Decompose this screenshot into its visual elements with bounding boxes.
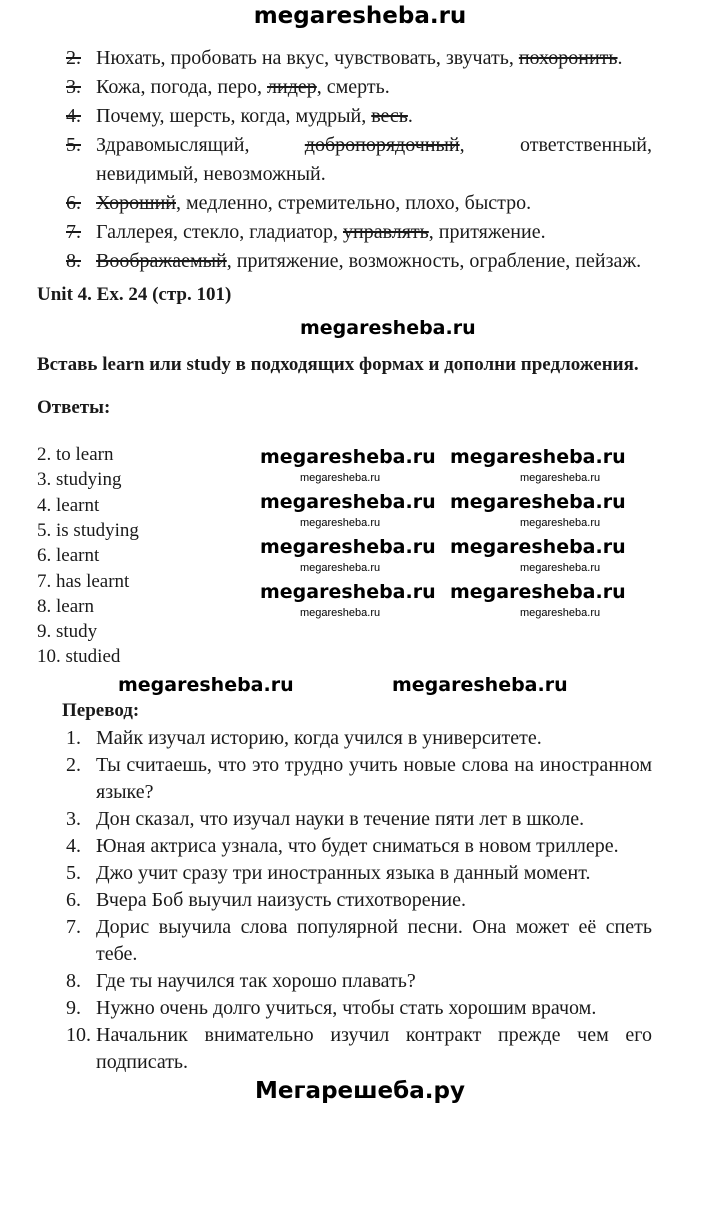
text-segment: , смерть.	[316, 76, 390, 98]
item-text	[96, 189, 652, 218]
list-item	[66, 44, 652, 73]
answer-item: 5. is studying	[37, 519, 139, 541]
struck-word: добропорядочный	[304, 134, 460, 156]
item-number: 2.	[66, 47, 81, 69]
answer-item: 6. learnt	[37, 545, 100, 567]
item-number: 5.	[66, 134, 81, 156]
watermark: megaresheba.ru	[260, 491, 436, 513]
answer-item: 10. studied	[37, 646, 121, 668]
item-text: Нужно очень долго учиться, чтобы стать хорошим врачом.	[96, 997, 597, 1019]
watermark: megaresheba.ru	[118, 674, 294, 696]
site-footer: Мегарешеба.ру	[255, 1078, 465, 1104]
instruction: Вставь learn или study в подходящих формах и дополни предложения.	[37, 354, 639, 375]
item-text	[96, 73, 652, 102]
translation-item	[66, 752, 652, 806]
list-item	[66, 218, 652, 247]
struck-word: весь	[371, 105, 408, 127]
item-text: Начальник внимательно изучил контракт прежде чем его подписать.	[96, 1024, 652, 1073]
item-text: Юная актриса узнала, что будет сниматься в новом триллере.	[96, 835, 619, 857]
answer-item: 9. study	[37, 621, 98, 643]
watermark: megaresheba.ru	[520, 472, 601, 484]
list-item	[66, 102, 652, 131]
struck-word: управлять	[342, 221, 429, 243]
word-list	[66, 44, 652, 276]
answer-item: 2. to learn	[37, 444, 114, 465]
item-text: Дон сказал, что изучал науки в течение пяти лет в школе.	[96, 808, 585, 830]
watermark: megaresheba.ru	[300, 562, 381, 574]
translation-item	[66, 1022, 652, 1076]
text-segment: Нюхать, пробовать на вкус, чувствовать, звучать,	[96, 47, 519, 69]
answers-label: Ответы:	[37, 397, 111, 418]
text-segment: Галлерея, стекло, гладиатор,	[96, 221, 343, 243]
answer-item: 3. studying	[37, 469, 122, 491]
item-number: 3.	[66, 76, 81, 98]
item-text: Джо учит сразу три иностранных языка в данный момент.	[96, 862, 591, 884]
watermark: megaresheba.ru	[260, 446, 436, 468]
watermark: megaresheba.ru	[300, 517, 381, 529]
watermark: megaresheba.ru	[450, 536, 626, 558]
text-segment: , притяжение, возможность, ограбление, пейзаж.	[226, 250, 642, 272]
translation-item	[66, 995, 652, 1022]
answer-item: 8. learn	[37, 595, 94, 617]
translation-list	[66, 725, 652, 1076]
watermark-band	[0, 307, 720, 350]
translation-item	[66, 860, 652, 887]
translation-item	[66, 887, 652, 914]
translation-item	[66, 806, 652, 833]
item-text: Ты считаешь, что это трудно учить новые слова на иностранном языке?	[96, 754, 652, 803]
item-number: 4.	[66, 105, 81, 127]
answer-item: 4. learnt	[37, 494, 100, 516]
answer-item: 7. has learnt	[37, 570, 130, 592]
watermark: megaresheba.ru	[520, 562, 601, 574]
struck-word: лидер	[267, 76, 317, 98]
item-text	[96, 247, 652, 276]
watermark: megaresheba.ru	[300, 472, 381, 484]
watermark: megaresheba.ru	[450, 446, 626, 468]
item-number: 6.	[66, 192, 81, 214]
translation-label: Перевод:	[62, 700, 140, 721]
item-number: 7.	[66, 916, 81, 938]
item-number: 5.	[66, 862, 81, 884]
watermark: megaresheba.ru	[520, 517, 601, 529]
text-segment: , ответственный, невидимый, невозможный.	[96, 134, 652, 185]
text-segment: , медленно, стремительно, плохо, быстро.	[176, 192, 532, 214]
item-number: 1.	[66, 727, 81, 749]
item-number: 9.	[66, 997, 81, 1019]
watermark: megaresheba.ru	[450, 491, 626, 513]
unit-heading: Unit 4. Ex. 24 (стр. 101)	[37, 284, 232, 305]
translation-item	[66, 833, 652, 860]
struck-word: Воображаемый	[96, 250, 227, 272]
list-item	[66, 247, 652, 276]
text-segment: Здравомыслящий,	[96, 134, 305, 156]
item-text	[96, 102, 652, 131]
watermark: megaresheba.ru	[520, 607, 601, 619]
text-segment: , притяжение.	[428, 221, 546, 243]
text-segment: .	[407, 105, 413, 127]
list-item	[66, 131, 652, 189]
item-text: Майк изучал историю, когда учился в университете.	[96, 727, 542, 749]
watermark-band	[0, 670, 720, 700]
item-number: 7.	[66, 221, 81, 243]
item-number: 2.	[66, 754, 81, 776]
item-text: Дорис выучила слова популярной песни. Она может её спеть тебе.	[96, 916, 652, 965]
text-segment: Кожа, погода, перо,	[96, 76, 268, 98]
watermark: megaresheba.ru	[260, 581, 436, 603]
translation-item	[66, 914, 652, 968]
answers-list	[0, 442, 720, 670]
site-header: megaresheba.ru	[253, 3, 467, 29]
watermark: megaresheba.ru	[392, 674, 568, 696]
text-segment: Почему, шерсть, когда, мудрый,	[96, 105, 372, 127]
item-number: 6.	[66, 889, 81, 911]
item-number: 8.	[66, 970, 81, 992]
watermark: megaresheba.ru	[260, 536, 436, 558]
item-number: 8.	[66, 250, 81, 272]
translation-item	[66, 725, 652, 752]
struck-word: похоронить	[518, 47, 618, 69]
item-text: Вчера Боб выучил наизусть стихотворение.	[96, 889, 466, 911]
list-item	[66, 73, 652, 102]
item-text	[96, 44, 652, 73]
list-item	[66, 189, 652, 218]
item-number: 3.	[66, 808, 81, 830]
text-segment: .	[617, 47, 623, 69]
item-text	[96, 131, 652, 189]
watermark: megaresheba.ru	[300, 317, 476, 339]
watermark: megaresheba.ru	[300, 607, 381, 619]
struck-word: Хороший	[96, 192, 176, 214]
watermark: megaresheba.ru	[450, 581, 626, 603]
item-text	[96, 218, 652, 247]
translation-item	[66, 968, 652, 995]
item-text: Где ты научился так хорошо плавать?	[96, 970, 416, 992]
item-number: 4.	[66, 835, 81, 857]
item-number: 10.	[66, 1024, 91, 1046]
